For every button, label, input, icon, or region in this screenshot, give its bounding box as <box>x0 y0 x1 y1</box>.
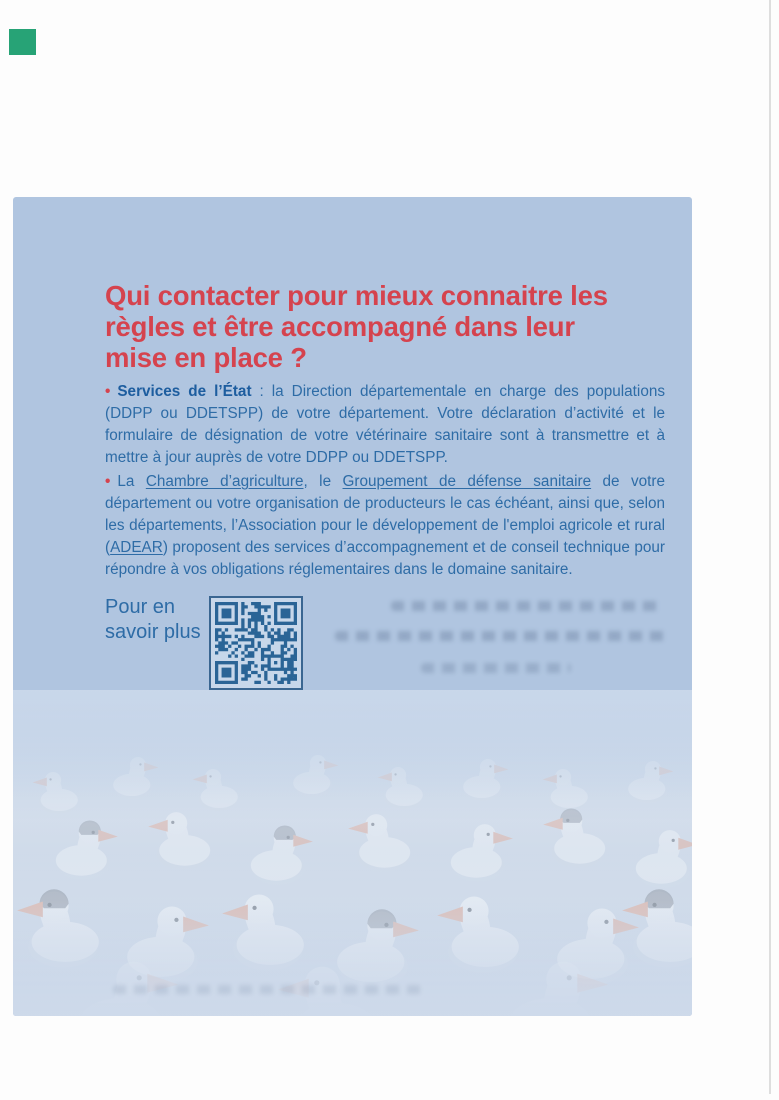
bullet-dot: • <box>105 473 111 490</box>
ducks-photo <box>13 690 692 1016</box>
bleed-through-text <box>113 985 423 994</box>
text-segment: , le <box>303 473 343 490</box>
info-panel <box>13 197 692 1016</box>
qr-code-pattern <box>215 602 297 684</box>
text-segment: Chambre d’agriculture <box>145 473 304 490</box>
qr-code <box>209 596 303 690</box>
bullet-dot: • <box>105 383 111 400</box>
text-segment: de votre département ou votre organisation de producteurs le cas échéant, ainsi que, selon les départements, l’Association pour le développement de l'emploi agricole et rural ( <box>105 473 665 556</box>
bleed-through-text <box>391 601 661 611</box>
paragraph-text <box>105 383 665 466</box>
bleed-through-text <box>335 631 665 641</box>
bullet-paragraph-services-etat <box>105 381 665 469</box>
print-color-swatch <box>9 29 36 55</box>
text-segment: ) proposent des services d’accompagnement et de conseil technique pour répondre à vos obligations réglementaires dans le domaine sanitaire. <box>105 539 665 578</box>
paragraph-text <box>105 473 665 578</box>
bullet-paragraph-chambre-agriculture <box>105 471 665 581</box>
scan-edge-line <box>769 0 771 1094</box>
text-segment: : la Direction départementale en charge des populations (DDPP ou DDETSPP) de votre département. Votre déclaration d’activité et le formulaire de désignation de votre vétérinaire sanitaire sont à transmettre et à mettre à jour auprès de votre DDPP ou DDETSPP. <box>105 383 665 466</box>
qr-caption: Pour en savoir plus <box>105 596 201 643</box>
text-segment: ADEAR <box>110 539 163 556</box>
bleed-through-text <box>421 663 571 673</box>
text-segment: La <box>117 473 146 490</box>
text-segment: Groupement de défense sanitaire <box>342 473 592 490</box>
page-title: Qui contacter pour mieux connaitre les règles et être accompagné dans leur mise en place ? <box>105 280 608 373</box>
text-segment: Services de l’État <box>117 383 252 400</box>
